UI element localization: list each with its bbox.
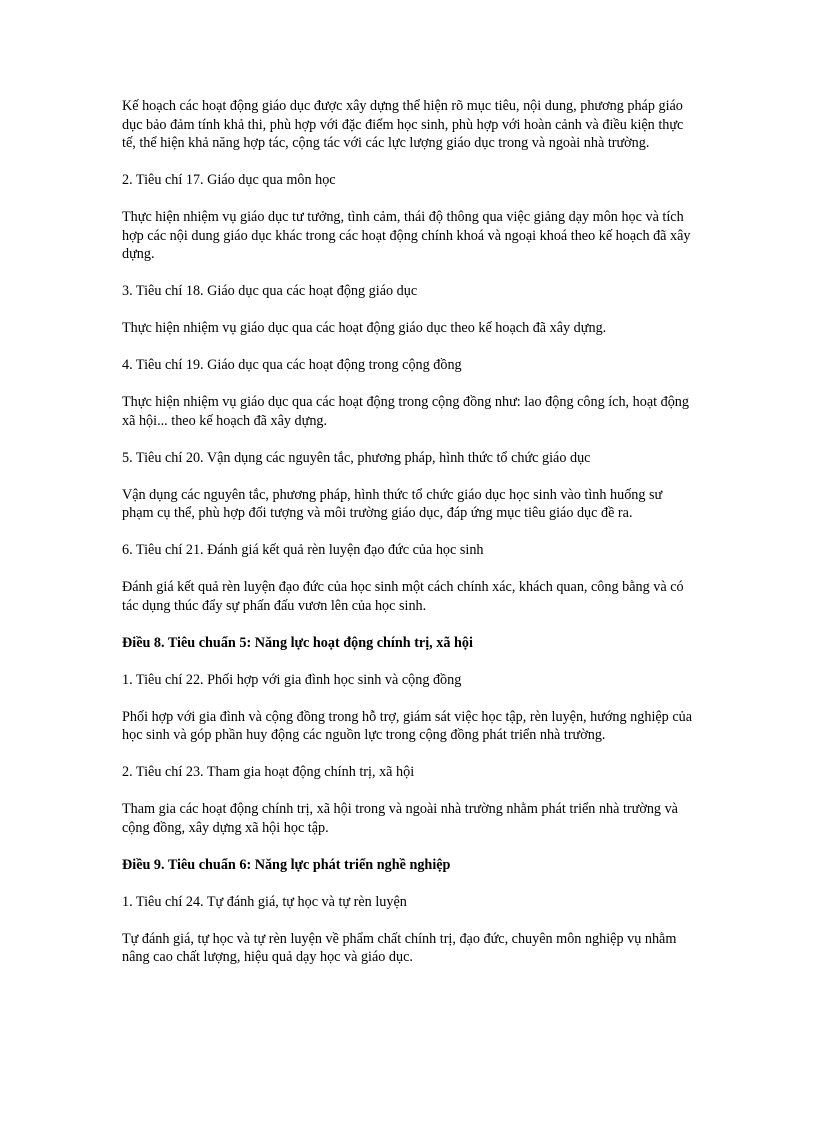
criterion-heading-18: 3. Tiêu chí 18. Giáo dục qua các hoạt động giáo dục	[122, 283, 418, 299]
criterion-heading-17: 2. Tiêu chí 17. Giáo dục qua môn học	[122, 172, 336, 188]
criterion-heading-23: 2. Tiêu chí 23. Tham gia hoạt động chính trị, xã hội	[122, 764, 415, 780]
document-body	[122, 97, 692, 985]
criterion-heading-21: 6. Tiêu chí 21. Đánh giá kết quả rèn luyện đạo đức của học sinh	[122, 542, 484, 558]
paragraph: Thực hiện nhiệm vụ giáo dục qua các hoạt động giáo dục theo kế hoạch đã xây dựng.	[122, 320, 607, 336]
paragraph: Kế hoạch các hoạt động giáo dục được xây dựng thể hiện rõ mục tiêu, nội dung, phương pháp giáo dục bảo đảm tính khả thi, phù hợp với đặc điểm học sinh, phù hợp với hoàn cảnh và điều kiện thực tế, thể hiện khả năng hợp tác, cộng tác với các lực lượng giáo dục trong và ngoài nhà trường.	[122, 98, 684, 151]
paragraph: Đánh giá kết quả rèn luyện đạo đức của học sinh một cách chính xác, khách quan, công bằng và có tác dụng thúc đẩy sự phấn đấu vươn lên của học sinh.	[122, 579, 684, 614]
paragraph: Thực hiện nhiệm vụ giáo dục qua các hoạt động trong cộng đồng như: lao động công ích, hoạt động xã hội... theo kế hoạch đã xây dựng.	[122, 394, 689, 429]
criterion-heading-19: 4. Tiêu chí 19. Giáo dục qua các hoạt động trong cộng đồng	[122, 357, 462, 373]
paragraph: Vận dụng các nguyên tắc, phương pháp, hình thức tổ chức giáo dục học sinh vào tình huống sư phạm cụ thể, phù hợp đối tượng và môi trường giáo dục, đáp ứng mục tiêu giáo dục đề ra.	[122, 486, 663, 521]
paragraph: Tự đánh giá, tự học và tự rèn luyện về phẩm chất chính trị, đạo đức, chuyên môn nghiệp vụ nhằm nâng cao chất lượng, hiệu quả dạy học và giáo dục.	[122, 930, 677, 965]
paragraph: Phối hợp với gia đình và cộng đồng trong hỗ trợ, giám sát việc học tập, rèn luyện, hướng nghiệp của học sinh và góp phần huy động các nguồn lực trong cộng đồng phát triển nhà trường.	[122, 708, 693, 743]
criterion-heading-22: 1. Tiêu chí 22. Phối hợp với gia đình học sinh và cộng đồng	[122, 671, 462, 688]
article-heading-9: Điều 9. Tiêu chuẩn 6: Năng lực phát triển nghề nghiệp	[122, 856, 451, 873]
criterion-heading-24: 1. Tiêu chí 24. Tự đánh giá, tự học và tự rèn luyện	[122, 893, 407, 910]
paragraph: Thực hiện nhiệm vụ giáo dục tư tưởng, tình cảm, thái độ thông qua việc giảng dạy môn học và tích hợp các nội dung giáo dục khác trong các hoạt động chính khoá và ngoại khoá theo kế hoạch đã xây dựng.	[122, 209, 691, 262]
criterion-heading-20: 5. Tiêu chí 20. Vận dụng các nguyên tắc, phương pháp, hình thức tổ chức giáo dục	[122, 449, 591, 466]
article-heading-8: Điều 8. Tiêu chuẩn 5: Năng lực hoạt động chính trị, xã hội	[122, 634, 473, 651]
paragraph: Tham gia các hoạt động chính trị, xã hội trong và ngoài nhà trường nhằm phát triển nhà trường và cộng đồng, xây dựng xã hội học tập.	[122, 801, 678, 836]
